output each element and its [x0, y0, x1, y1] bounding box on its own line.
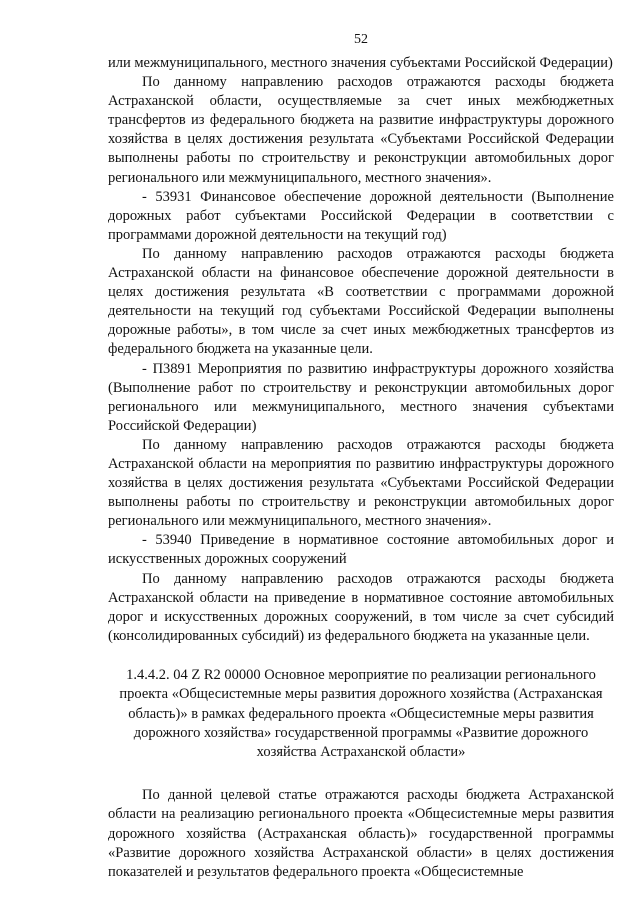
- page-number: 52: [354, 32, 368, 47]
- paragraph-expenses-infrastructure-development: По данному направлению расходов отражаются расходы бюджета Астраханской области на мероприятия по развитию инфраструктуры дорожного хозяйства в целях достижения результата «Субъектами Российской Федерации выполнены работы по строительству и реконструкции автомобильных дорог регионального или межмуниципального, местного значения».: [108, 436, 614, 530]
- paragraph-expenses-infrastructure: По данному направлению расходов отражаются расходы бюджета Астраханской области, осуществляемые за счет иных межбюджетных трансфертов из федерального бюджета на развитие инфраструктуры дорожного хозяйства в целях достижения результата «Субъектами Российской Федерации выполнены работы по строительству и реконструкции автомобильных дорог регионального или межмуниципального, местного значения».: [108, 74, 614, 186]
- paragraph-target-article: По данной целевой статье отражаются расходы бюджета Астраханской области на реализацию регионального проекта «Общесистемные меры развития дорожного хозяйства (Астраханская область)» государственной программы «Развитие дорожного хозяйства Астраханской области» в целях достижения показателей и результатов федерального проекта «Общесистемные: [108, 787, 614, 880]
- item-53931: - 53931 Финансовое обеспечение дорожной деятельности (Выполнение дорожных работ субъектами Российской Федерации в соответствии с программами дорожной деятельности на текущий год): [108, 188, 614, 243]
- item-p3891: - П3891 Мероприятия по развитию инфраструктуры дорожного хозяйства (Выполнение работ по строительству и реконструкции автомобильных дорог регионального или межмуниципального, местного значения субъектами Российской Федерации): [108, 360, 614, 434]
- paragraph-continuation: или межмуниципального, местного значения субъектами Российской Федерации): [108, 55, 613, 71]
- document-page: [108, 0, 614, 905]
- item-53940: - 53940 Приведение в нормативное состояние автомобильных дорог и искусственных дорожных сооружений: [108, 532, 614, 568]
- paragraph-expenses-normative-state: По данному направлению расходов отражаются расходы бюджета Астраханской области на приведение в нормативное состояние автомобильных дорог и искусственных дорожных сооружений, в том числе за счет субсидий (консолидированных субсидий) из федерального бюджета на указанные цели.: [108, 570, 614, 644]
- document-body: [108, 54, 614, 882]
- section-heading: 1.4.4.2. 04 Z R2 00000 Основное мероприятие по реализации регионального проекта «Общесистемные меры развития дорожного хозяйства (Астраханская область)» в рамках федерального проекта «Общесистемные меры развития дорожного хозяйства» государственной программы «Развитие дорожного хозяйства Астраханской области»: [119, 666, 603, 761]
- paragraph-expenses-road-activity: По данному направлению расходов отражаются расходы бюджета Астраханской области на финансовое обеспечение дорожной деятельности в целях достижения результата «В соответствии с программами дорожной деятельности на текущий год субъектами Российской Федерации выполнены дорожные работы», в том числе за счет иных межбюджетных трансфертов из федерального бюджета на указанные цели.: [108, 245, 614, 358]
